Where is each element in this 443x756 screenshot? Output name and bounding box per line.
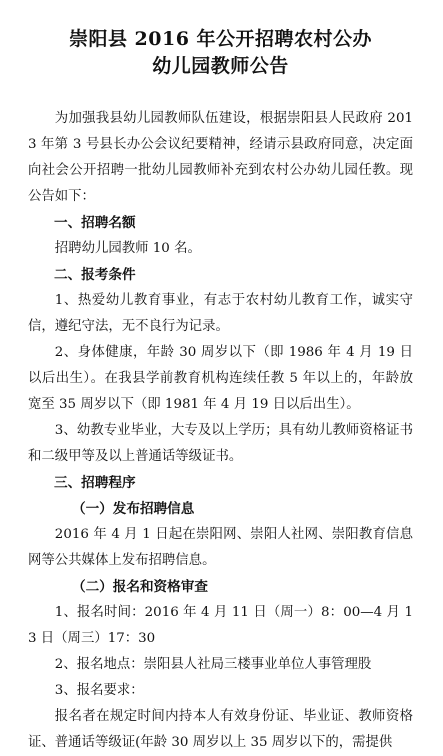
- section-3-sub-2-item-3-text: 报名者在规定时间内持本人有效身份证、毕业证、教师资格证、普通话等级证(年龄 30 周岁以上 35 周岁以下的，需提供: [28, 709, 413, 750]
- notice-title: [28, 26, 413, 80]
- section-3-heading: 三、招聘程序: [54, 475, 136, 491]
- section-3-sub-2-item-2: 2、报名地点：崇阳县人社局三楼事业单位人事管理股: [54, 657, 372, 672]
- section-3-sub-1-heading: （一）发布招聘信息: [72, 501, 195, 517]
- section-3-sub-2-item-3: 3、报名要求：: [54, 683, 144, 698]
- title-spacer: [28, 80, 413, 106]
- section-1-heading: 一、招聘名额: [54, 215, 136, 231]
- title-line-2: 幼儿园教师公告: [152, 55, 289, 77]
- title-line-1: 崇阳县 2016 年公开招聘农村公办: [68, 28, 373, 50]
- section-2-item-3: 3、幼教专业毕业，大专及以上学历；具有幼儿教师资格证书和二级甲等及以上普通话等级证书。: [28, 423, 413, 464]
- section-3-sub-2-item-1: 1、报名时间：2016 年 4 月 11 日（周一）8：00—4 月 13 日（周三）17：30: [28, 605, 413, 646]
- section-3-sub-2-heading: （二）报名和资格审查: [72, 579, 208, 595]
- section-1-text: 招聘幼儿园教师 10 名。: [54, 241, 201, 256]
- section-2-heading: 二、报考条件: [54, 267, 136, 283]
- section-2-item-2: 2、身体健康，年龄 30 周岁以下（即 1986 年 4 月 19 日以后出生）。在我县学前教育机构连续任教 5 年以上的，年龄放宽至 35 周岁以下（即 1981 年 4 月 19 日以后出生）。: [28, 345, 413, 412]
- intro-paragraph: 为加强我县幼儿园教师队伍建设，根据崇阳县人民政府 2013 年第 3 号县长办公会议纪要精神，经请示县政府同意，决定面向社会公开招聘一批幼儿园教师补充到农村公办幼儿园任教。现公告如下：: [28, 111, 413, 204]
- section-3-sub-1-text: 2016 年 4 月 1 日起在崇阳网、崇阳人社网、崇阳教育信息网等公共媒体上发布招聘信息。: [28, 527, 413, 568]
- section-2-item-1: 1、热爱幼儿教育事业，有志于农村幼儿教育工作，诚实守信，遵纪守法，无不良行为记录。: [28, 293, 413, 334]
